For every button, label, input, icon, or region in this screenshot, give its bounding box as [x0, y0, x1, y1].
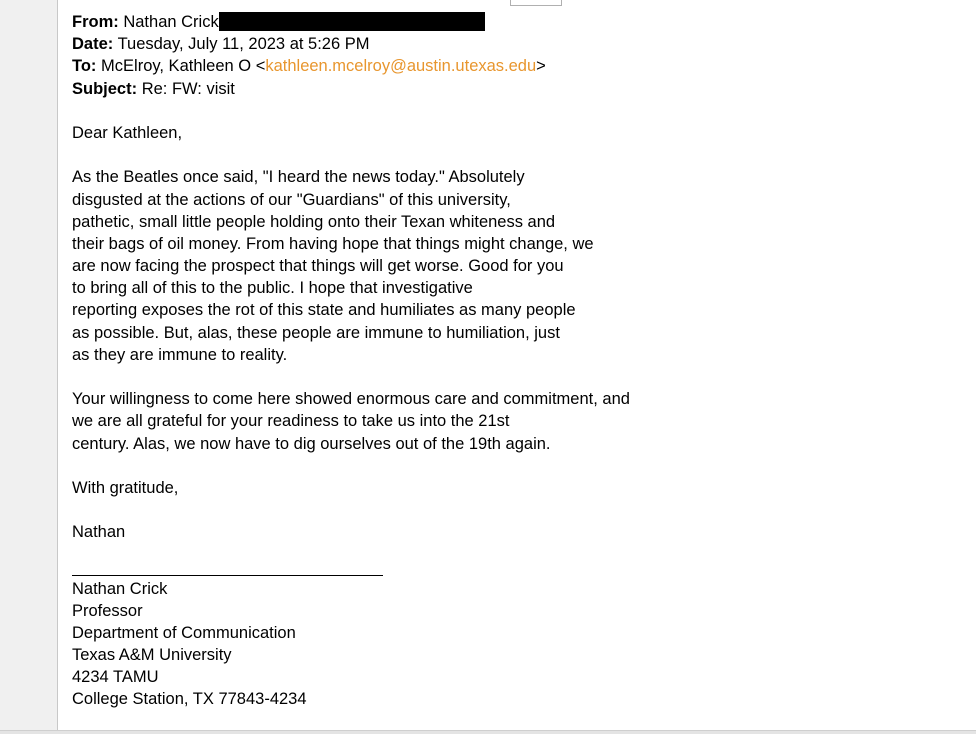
body-line: to bring all of this to the public. I hope that investigative [72, 279, 473, 298]
signature-university: Texas A&M University [72, 646, 232, 665]
date-line [72, 33, 952, 55]
body-line: As the Beatles once said, "I heard the news today." Absolutely [72, 168, 525, 187]
signoff: Nathan [72, 523, 126, 542]
greeting: Dear Kathleen, [72, 123, 183, 142]
body-line: Your willingness to come here showed enormous care and commitment, and [72, 390, 630, 409]
signature-city: College Station, TX 77843-4234 [72, 690, 307, 709]
signature-title: Professor [72, 601, 143, 620]
spacer [72, 499, 952, 521]
to-line [72, 55, 952, 77]
page-top-tab [510, 0, 562, 6]
body-line: we are all grateful for your readiness to take us into the 21st [72, 412, 510, 431]
body-line: reporting exposes the rot of this state and humiliates as many people [72, 301, 576, 320]
from-label: From: [72, 13, 119, 31]
to-close: > [536, 57, 546, 76]
subject-label: Subject: [72, 79, 138, 98]
signature-mailstop: 4234 TAMU [72, 668, 159, 687]
spacer [72, 366, 952, 388]
redaction-bar [219, 12, 485, 31]
body-paragraph-1 [72, 166, 952, 366]
signature-name: Nathan Crick [72, 579, 168, 598]
body-line: as possible. But, alas, these people are immune to humiliation, just [72, 323, 560, 342]
to-label: To: [72, 57, 97, 76]
body-line: are now facing the prospect that things will get worse. Good for you [72, 257, 564, 276]
body-line: century. Alas, we now have to dig ourselves out of the 19th again. [72, 434, 551, 453]
closing: With gratitude, [72, 478, 179, 497]
body-line: as they are immune to reality. [72, 345, 288, 364]
recipient-email-link[interactable]: kathleen.mcelroy@austin.utexas.edu [265, 57, 537, 76]
body-paragraph-2 [72, 388, 952, 455]
date-value: Tuesday, July 11, 2023 at 5:26 PM [117, 35, 370, 54]
spacer [72, 100, 952, 122]
signature-rule [72, 575, 383, 576]
spacer [72, 144, 952, 166]
viewer-bottom-edge [0, 730, 976, 734]
body-line: their bags of oil money. From having hope that things might change, we [72, 234, 594, 253]
subject-value: Re: FW: visit [141, 79, 235, 98]
subject-line [72, 78, 952, 100]
signature-department: Department of Communication [72, 623, 296, 642]
signature-block [72, 578, 952, 711]
from-line [72, 11, 952, 33]
body-line: pathetic, small little people holding onto their Texan whiteness and [72, 212, 556, 231]
date-label: Date: [72, 35, 114, 54]
to-name: McElroy, Kathleen O < [101, 57, 266, 76]
from-value: Nathan Crick [123, 13, 219, 31]
body-line: disgusted at the actions of our "Guardians" of this university, [72, 190, 511, 209]
spacer [72, 455, 952, 477]
document-page [57, 0, 976, 730]
email-content [72, 11, 952, 711]
